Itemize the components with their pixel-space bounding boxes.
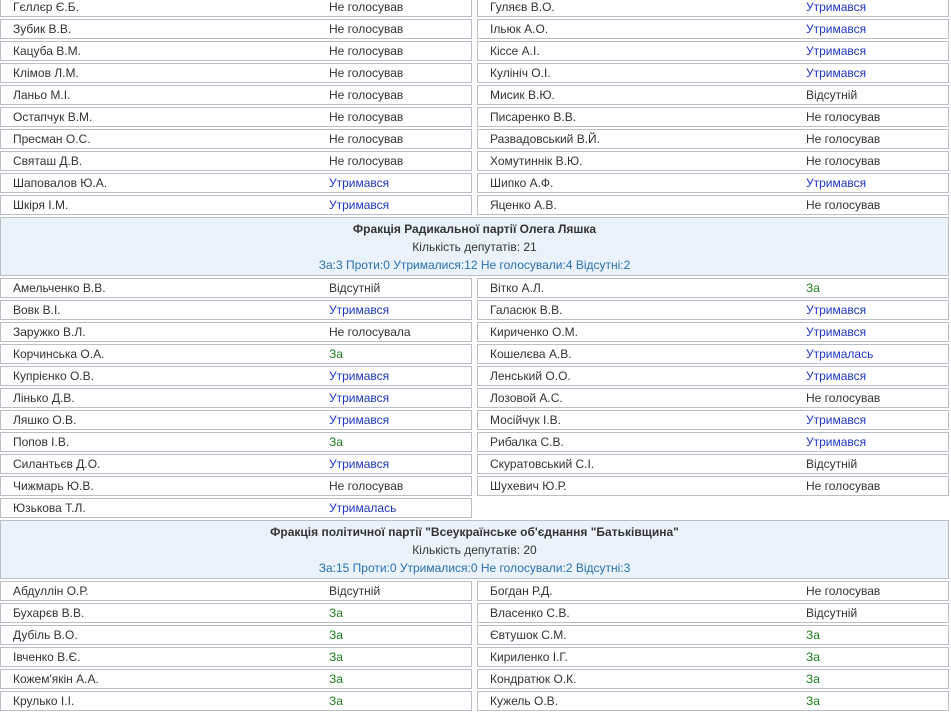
vote-result: За [329, 650, 343, 664]
vote-result: Утримався [806, 44, 867, 58]
deputy-name: Кошелєва А.В. [490, 347, 572, 361]
vote-result: Утримався [329, 369, 390, 383]
vote-result: За [806, 650, 820, 664]
deputy-name: Шкіря І.М. [13, 198, 69, 212]
deputy-name: Клімов Л.М. [13, 66, 79, 80]
deputy-row [477, 151, 949, 171]
deputy-name: Юзькова Т.Л. [13, 501, 86, 515]
deputy-row [477, 410, 949, 430]
deputy-row [477, 669, 949, 689]
deputy-name: Ланьо М.І. [13, 88, 71, 102]
deputy-name: Развадовський В.Й. [490, 132, 601, 146]
deputy-name: Попов І.В. [13, 435, 70, 449]
deputy-name: Кужель О.В. [490, 694, 559, 708]
deputy-row [477, 41, 949, 61]
deputy-name: Кацуба В.М. [13, 44, 81, 58]
right-column [477, 278, 949, 520]
vote-result: Утримався [329, 391, 390, 405]
vote-result: Не голосував [806, 584, 881, 598]
deputy-row [0, 388, 472, 408]
deputy-name: Корчинська О.А. [13, 347, 105, 361]
vote-result: Відсутній [329, 281, 381, 295]
deputy-row [477, 0, 949, 17]
deputy-name: Власенко С.В. [490, 606, 570, 620]
deputy-name: Ленський О.О. [490, 369, 571, 383]
deputy-row [477, 691, 949, 711]
deputy-name: Кулініч О.І. [490, 66, 551, 80]
left-column [0, 278, 472, 520]
vote-result: За [806, 672, 820, 686]
deputies-count: Кількість депутатів: 21 [412, 240, 537, 254]
deputy-name: Шаповалов Ю.А. [13, 176, 108, 190]
deputy-name: Кириченко О.М. [490, 325, 579, 339]
vote-result: Утрималась [329, 501, 397, 515]
vote-result: За [806, 694, 820, 708]
deputy-row [0, 344, 472, 364]
deputy-name: Зубик В.В. [13, 22, 72, 36]
deputy-row [0, 129, 472, 149]
vote-result: Не голосував [806, 154, 881, 168]
vote-result: Відсутній [806, 457, 858, 471]
deputy-row [0, 19, 472, 39]
vote-result: За [329, 606, 343, 620]
deputy-row [477, 85, 949, 105]
faction-block [0, 217, 949, 520]
vote-result: Не голосував [806, 479, 881, 493]
vote-result: Не голосував [329, 66, 404, 80]
deputies-count: Кількість депутатів: 20 [412, 543, 537, 557]
vote-result: Утримався [329, 413, 390, 427]
vote-result: Утримався [329, 457, 390, 471]
deputy-name: Гуляєв В.О. [490, 0, 555, 14]
deputy-row [0, 603, 472, 623]
vote-result: Утримався [806, 325, 867, 339]
deputy-row [0, 300, 472, 320]
deputy-name: Шухевич Ю.Р. [490, 479, 567, 493]
deputy-row [477, 432, 949, 452]
deputy-name: Святаш Д.В. [13, 154, 83, 168]
faction-header [0, 217, 949, 276]
deputy-row [477, 603, 949, 623]
deputy-row [477, 581, 949, 601]
deputy-row [0, 366, 472, 386]
deputy-name: Шипко А.Ф. [490, 176, 554, 190]
vote-result: Не голосував [329, 479, 404, 493]
deputy-name: Хомутиннік В.Ю. [490, 154, 583, 168]
deputies-grid [0, 278, 949, 520]
deputy-row [0, 669, 472, 689]
deputy-name: Кіссе А.І. [490, 44, 540, 58]
vote-result: Утримався [806, 413, 867, 427]
vote-result: За [806, 281, 820, 295]
deputy-name: Вовк В.І. [13, 303, 61, 317]
deputy-row [477, 388, 949, 408]
vote-summary: За:3 Проти:0 Утрималися:12 Не голосували:4 Відсутні:2 [318, 258, 631, 272]
vote-result: Не голосував [806, 391, 881, 405]
vote-result: Не голосував [329, 132, 404, 146]
vote-result: За [329, 628, 343, 642]
vote-result: Утрималась [806, 347, 874, 361]
deputy-row [477, 129, 949, 149]
deputy-row [0, 625, 472, 645]
deputy-row [0, 173, 472, 193]
deputy-row [477, 173, 949, 193]
deputy-name: Остапчук В.М. [13, 110, 93, 124]
deputy-name: Амельченко В.В. [13, 281, 106, 295]
vote-result: Утримався [329, 176, 390, 190]
deputy-row [477, 107, 949, 127]
deputy-row [477, 322, 949, 342]
deputy-row [477, 19, 949, 39]
vote-result: Не голосував [806, 110, 881, 124]
deputy-name: Вітко А.Л. [490, 281, 545, 295]
vote-result: За [806, 628, 820, 642]
deputy-name: Лозовой А.С. [490, 391, 563, 405]
deputy-row [477, 454, 949, 474]
vote-result: Відсутній [329, 584, 381, 598]
deputy-row [477, 647, 949, 667]
right-column [477, 0, 949, 217]
deputy-name: Ільюк А.О. [490, 22, 549, 36]
deputy-row [0, 454, 472, 474]
deputy-row [477, 300, 949, 320]
faction-header [0, 520, 949, 579]
deputy-name: Яценко А.В. [490, 198, 557, 212]
deputy-name: Ляшко О.В. [13, 413, 77, 427]
deputy-name: Мисик В.Ю. [490, 88, 555, 102]
vote-result: За [329, 435, 343, 449]
vote-result: Утримався [806, 22, 867, 36]
deputy-name: Лінько Д.В. [13, 391, 75, 405]
deputy-name: Писаренко В.В. [490, 110, 577, 124]
deputy-row [0, 498, 472, 518]
deputy-row [477, 625, 949, 645]
vote-result: Утримався [329, 198, 390, 212]
deputy-row [0, 151, 472, 171]
vote-result: За [329, 347, 343, 361]
vote-result: Утримався [806, 0, 867, 14]
deputy-row [0, 0, 472, 17]
deputy-name: Дубіль В.О. [13, 628, 78, 642]
deputy-name: Абдуллін О.Р. [13, 584, 89, 598]
deputy-name: Силантьєв Д.О. [13, 457, 101, 471]
deputy-name: Богдан Р.Д. [490, 584, 553, 598]
deputy-row [0, 195, 472, 215]
deputy-row [0, 85, 472, 105]
deputy-row [0, 63, 472, 83]
deputy-row [477, 63, 949, 83]
left-column [0, 581, 472, 713]
deputy-row [0, 41, 472, 61]
deputy-row [0, 691, 472, 711]
vote-result: Утримався [806, 435, 867, 449]
deputy-row [477, 366, 949, 386]
deputy-name: Євтушок С.М. [490, 628, 567, 642]
deputy-row [0, 410, 472, 430]
deputy-row [0, 278, 472, 298]
deputy-name: Заружко В.Л. [13, 325, 86, 339]
deputies-grid [0, 581, 949, 713]
vote-result: Не голосував [329, 110, 404, 124]
vote-result: Утримався [806, 303, 867, 317]
deputy-name: Мосійчук І.В. [490, 413, 562, 427]
vote-result: Утримався [329, 303, 390, 317]
deputy-name: Пресман О.С. [13, 132, 91, 146]
deputy-row [0, 581, 472, 601]
deputy-name: Крулько І.І. [13, 694, 75, 708]
deputy-name: Бухарєв В.В. [13, 606, 85, 620]
deputy-name: Кожем'якін А.А. [13, 672, 99, 686]
vote-result: За [329, 694, 343, 708]
vote-result: Не голосував [329, 44, 404, 58]
deputy-row [477, 344, 949, 364]
deputy-row [0, 476, 472, 496]
vote-result: Відсутній [806, 606, 858, 620]
vote-result: Утримався [806, 369, 867, 383]
left-column [0, 0, 472, 217]
deputies-grid [0, 0, 949, 217]
vote-result: Не голосував [329, 154, 404, 168]
deputy-name: Скуратовський С.І. [490, 457, 595, 471]
vote-result: Відсутній [806, 88, 858, 102]
vote-result: Утримався [806, 176, 867, 190]
vote-result: Не голосував [329, 0, 404, 14]
right-column [477, 581, 949, 713]
faction-title: Фракція Радикальної партії Олега Ляшка [352, 222, 597, 236]
vote-result: За [329, 672, 343, 686]
faction-block [0, 0, 949, 217]
vote-result: Утримався [806, 66, 867, 80]
deputy-row [0, 647, 472, 667]
vote-result: Не голосувала [329, 325, 411, 339]
faction-block [0, 520, 949, 713]
vote-summary: За:15 Проти:0 Утрималися:0 Не голосували:2 Відсутні:3 [318, 561, 631, 575]
deputy-row [477, 278, 949, 298]
deputy-name: Рибалка С.В. [490, 435, 564, 449]
deputy-name: Чижмарь Ю.В. [13, 479, 94, 493]
vote-result: Не голосував [806, 198, 881, 212]
vote-result: Не голосував [329, 22, 404, 36]
faction-title: Фракція політичної партії "Всеукраїнське об'єднання "Батьківщина" [270, 525, 679, 539]
deputy-row [477, 476, 949, 496]
vote-result: Не голосував [329, 88, 404, 102]
deputy-row [0, 322, 472, 342]
deputy-name: Галасюк В.В. [490, 303, 563, 317]
deputy-name: Купрієнко О.В. [13, 369, 94, 383]
vote-result: Не голосував [806, 132, 881, 146]
deputy-row [0, 107, 472, 127]
deputy-row [0, 432, 472, 452]
deputy-name: Гєллєр Є.Б. [13, 0, 79, 14]
deputy-name: Івченко В.Є. [13, 650, 81, 664]
deputy-name: Кириленко І.Г. [490, 650, 568, 664]
deputy-name: Кондратюк О.К. [490, 672, 577, 686]
deputy-row [477, 195, 949, 215]
